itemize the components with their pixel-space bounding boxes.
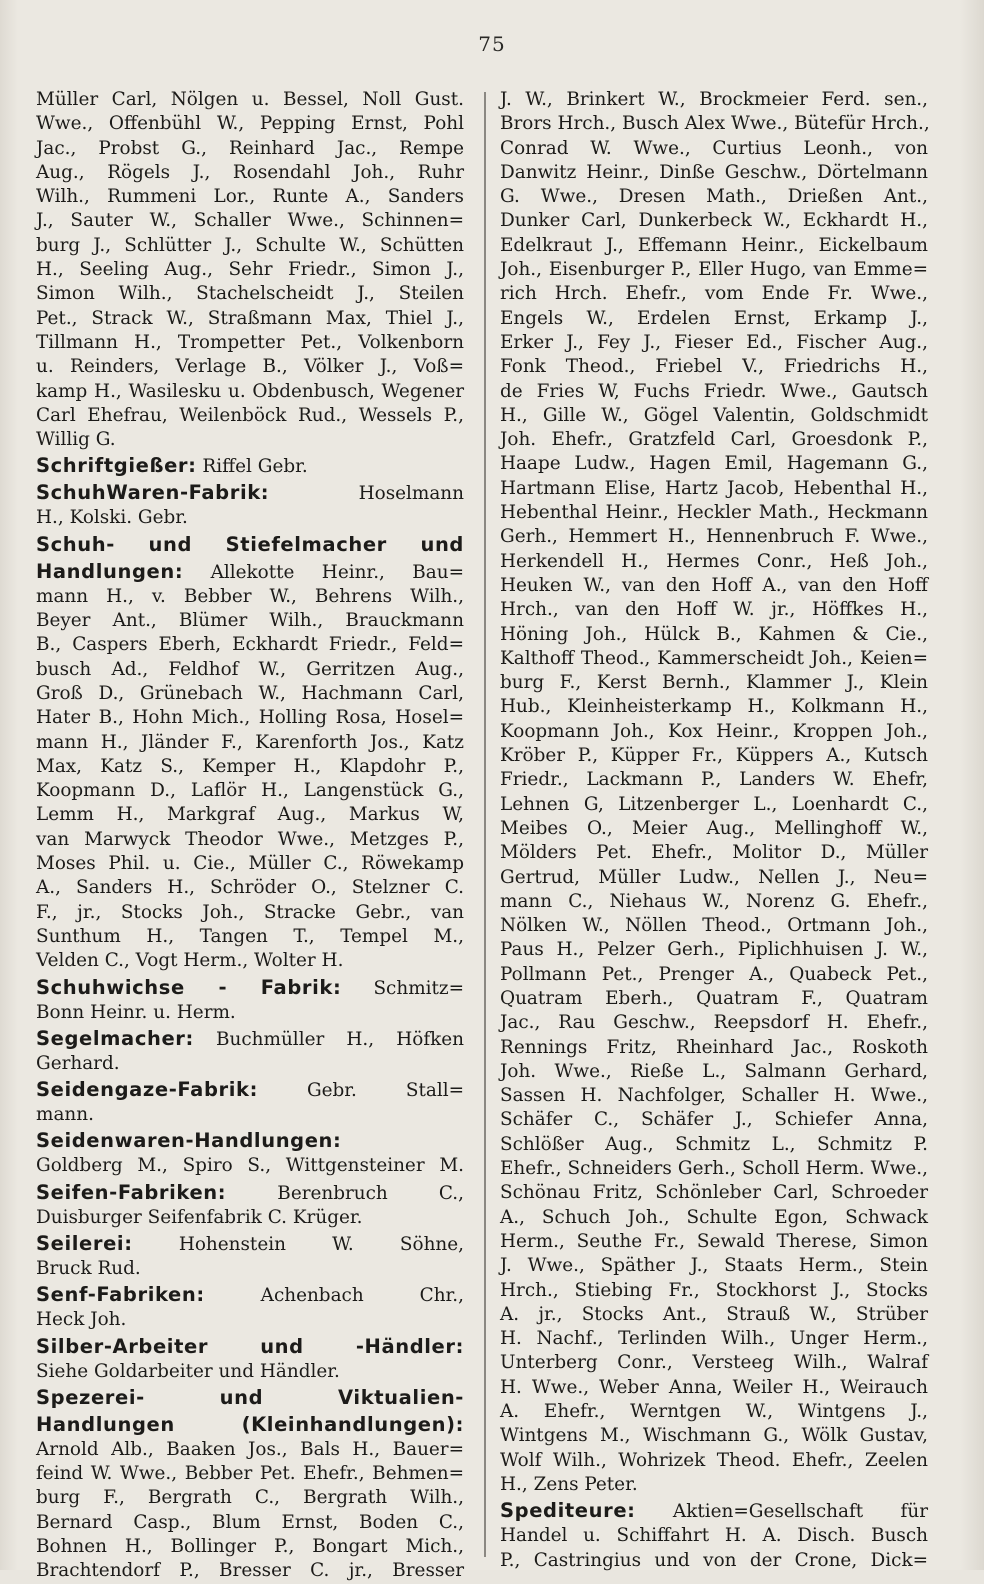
entry-line	[36, 380, 464, 404]
entry-text: Joh. Wwe., Rieße L., Salmann Gerhard,	[500, 1060, 928, 1082]
category-heading-line	[36, 1076, 464, 1103]
entry-text: Goldberg M., Spiro S., Wittgensteiner M.	[36, 1155, 464, 1177]
entry-line	[36, 803, 464, 827]
entry-text: Bonn Heinr. u. Herm.	[36, 1001, 236, 1023]
entry-line	[500, 1473, 928, 1497]
entry-text: A. Ehefr., Werntgen W., Wintgens J.,	[500, 1401, 928, 1423]
entry-line	[500, 1036, 928, 1060]
category-heading: Schuh- und Stiefelmacher und	[36, 532, 464, 556]
entry-line	[500, 1108, 928, 1132]
entry-text: A., Schuch Joh., Schulte Egon, Schwack	[500, 1206, 928, 1228]
entry-text: Jac., Probst G., Reinhard Jac., Rempe	[36, 137, 464, 159]
entry-line	[500, 914, 928, 938]
category-heading-line	[36, 974, 464, 1001]
entry-line	[500, 525, 928, 549]
entry-line	[500, 1084, 928, 1108]
category-heading: Segelmacher:	[36, 1026, 194, 1050]
category-heading-line	[36, 558, 464, 585]
entry-text: A., Sanders H., Schröder O., Stelzner C.	[36, 877, 464, 899]
entry-line	[500, 1181, 928, 1205]
category-heading: Spezerei- und Viktualien-	[36, 1385, 464, 1409]
entry-line	[500, 1230, 928, 1254]
entry-line	[500, 987, 928, 1011]
entry-text: mann C., Niehaus W., Norenz G. Ehefr.,	[500, 890, 928, 912]
entry-line	[500, 1424, 928, 1448]
entry-text: Herkendell H., Hermes Conr., Heß Joh.,	[500, 550, 928, 572]
entry-text: Engels W., Erdelen Ernst, Erkamp J.,	[500, 307, 928, 329]
entry-line	[36, 682, 464, 706]
entry-line	[36, 949, 464, 973]
entry-line	[36, 1308, 464, 1332]
entry-line	[36, 901, 464, 925]
entry-line	[500, 550, 928, 574]
entry-line	[500, 1279, 928, 1303]
entry-line	[500, 866, 928, 890]
entry-line	[500, 671, 928, 695]
entry-text: Sunthum H., Tangen T., Tempel M.,	[36, 925, 464, 947]
entry-text: Brors Hrch., Busch Alex Wwe., Bütefür Hrch.,	[500, 113, 930, 135]
entry-text: Heck Joh.	[36, 1309, 127, 1331]
entry-line	[500, 1157, 928, 1181]
entry-line	[36, 1486, 464, 1510]
entry-line	[500, 380, 928, 404]
entry-text: Siehe Goldarbeiter und Händler.	[36, 1360, 340, 1382]
entry-line	[36, 633, 464, 657]
entry-text: burg F., Kerst Bernh., Klammer J., Klein	[500, 672, 928, 694]
entry-text: Achenbach Chr.,	[204, 1285, 464, 1307]
entry-line	[500, 307, 928, 331]
entry-text: Wwe., Offenbühl W., Pepping Ernst, Pohl	[36, 113, 464, 135]
entry-line	[36, 234, 464, 258]
entry-line	[36, 112, 464, 136]
entry-line	[500, 209, 928, 233]
entry-line	[36, 755, 464, 779]
entry-line	[36, 331, 464, 355]
entry-line	[500, 404, 928, 428]
category-heading: Schriftgießer:	[36, 454, 197, 478]
entry-line	[500, 1449, 928, 1473]
entry-text: Friedr., Lackmann P., Landers W. Ehefr,	[500, 769, 928, 791]
category-heading: Handlungen:	[36, 559, 184, 583]
entry-line	[36, 88, 464, 112]
category-heading: Seifen-Fabriken:	[36, 1180, 227, 1204]
entry-line	[36, 137, 464, 161]
entry-text: Max, Katz S., Kemper H., Klapdohr P.,	[36, 755, 464, 777]
entry-text: Kröber P., Küpper Fr., Küppers A., Kutsch	[500, 745, 928, 767]
entry-text: Gebr. Stall=	[257, 1080, 464, 1102]
entry-line	[500, 331, 928, 355]
entry-line	[500, 1060, 928, 1084]
page-number: 75	[478, 32, 506, 56]
entry-text: kamp H., Wasilesku u. Obdenbusch, Wegener	[36, 380, 464, 402]
entry-text: Lehnen G, Litzenberger L., Loenhardt C.,	[500, 793, 928, 815]
entry-text: Hoselmann	[269, 483, 464, 505]
category-heading-line	[36, 1179, 464, 1206]
entry-line	[500, 1400, 928, 1424]
category-heading-line	[36, 1333, 464, 1360]
category-heading: Seidengaze-Fabrik:	[36, 1078, 258, 1102]
entry-text: Schönau Fritz, Schönleber Carl, Schroeder	[500, 1182, 928, 1204]
entry-line	[36, 1154, 464, 1178]
entry-text: Müller Carl, Nölgen u. Bessel, Noll Gust.	[36, 89, 464, 110]
entry-text: Beyer Ant., Blümer Wilh., Brauckmann	[36, 610, 464, 632]
entry-text: Ehefr., Schneiders Gerh., Scholl Herm. Wwe.,	[500, 1158, 928, 1180]
entry-line	[500, 1327, 928, 1351]
entry-line	[36, 1257, 464, 1281]
entry-line	[500, 1549, 928, 1573]
entry-text: Quatram Eberh., Quatram F., Quatram	[500, 987, 928, 1009]
entry-line	[500, 720, 928, 744]
category-heading: Seidenwaren-Handlungen:	[36, 1129, 342, 1153]
entry-text: Wilh., Rummeni Lor., Runte A., Sanders	[36, 186, 464, 208]
entry-text: Schäfer C., Schäfer J., Schiefer Anna,	[500, 1109, 928, 1131]
entry-text: Gertrud, Müller Ludw., Nellen J., Neu=	[500, 866, 928, 888]
entry-line	[500, 890, 928, 914]
entry-text: Aug., Rögels J., Rosendahl Joh., Ruhr	[36, 161, 464, 183]
entry-line	[500, 647, 928, 671]
entry-text: Haape Ludw., Hagen Emil, Hagemann G.,	[500, 453, 928, 475]
entry-line	[500, 841, 928, 865]
entry-line	[36, 307, 464, 331]
entry-text: Conrad W. Wwe., Curtius Leonh., von	[500, 137, 928, 159]
category-heading: Senf-Fabriken:	[36, 1283, 205, 1307]
entry-text: Hohenstein W. Söhne,	[132, 1233, 464, 1255]
entry-line	[500, 695, 928, 719]
entry-text: Hebenthal Heinr., Heckler Math., Heckmann	[500, 502, 928, 524]
entry-text: Sassen H. Nachfolger, Schaller H. Wwe.,	[500, 1085, 928, 1107]
entry-text: rich Hrch. Ehefr., vom Ende Fr. Wwe.,	[500, 283, 928, 305]
entry-line	[500, 452, 928, 476]
entry-line	[500, 355, 928, 379]
category-heading-line	[500, 1497, 928, 1524]
entry-text: Jac., Rau Geschw., Reepsdorf H. Ehefr.,	[500, 1012, 928, 1034]
entry-line	[500, 623, 928, 647]
entry-line	[36, 1535, 464, 1559]
entry-line	[36, 258, 464, 282]
entry-line	[500, 598, 928, 622]
entry-text: Joh., Eisenburger P., Eller Hugo, van Emme=	[500, 259, 928, 281]
entry-line	[500, 1351, 928, 1375]
entry-line	[36, 828, 464, 852]
entry-line	[500, 1206, 928, 1230]
entry-text: busch Ad., Feldhof W., Gerritzen Aug.,	[36, 658, 464, 680]
entry-line	[500, 185, 928, 209]
entry-line	[500, 817, 928, 841]
entry-text: Hub., Kleinheisterkamp H., Kolkmann H.,	[500, 696, 928, 718]
entry-line	[500, 234, 928, 258]
entry-text: J. Wwe., Späther J., Staats Herm., Stein	[500, 1255, 928, 1277]
entry-text: Arnold Alb., Baaken Jos., Bals H., Bauer=	[36, 1438, 464, 1460]
category-heading: Schuhwichse - Fabrik:	[36, 975, 342, 999]
entry-line	[500, 282, 928, 306]
entry-text: mann H., v. Bebber W., Behrens Wilh.,	[36, 585, 464, 607]
category-heading: Spediteure:	[500, 1499, 636, 1523]
category-heading-line	[36, 1411, 464, 1438]
entry-text: Fonk Theod., Friebel V., Friedrichs H.,	[500, 356, 928, 378]
entry-text: G. Wwe., Dresen Math., Drießen Ant.,	[500, 186, 928, 208]
entry-line	[36, 609, 464, 633]
entry-line	[500, 963, 928, 987]
entry-text: Willig G.	[36, 429, 116, 451]
entry-line	[36, 779, 464, 803]
entry-text: Unterberg Conr., Versteeg Wilh., Walraf	[500, 1352, 928, 1374]
entry-text: F., jr., Stocks Joh., Stracke Gebr., van	[36, 901, 464, 923]
entry-text: B., Caspers Eberh, Eckhardt Friedr., Feld=	[36, 634, 464, 656]
entry-line	[500, 88, 928, 112]
entry-text: Meibes O., Meier Aug., Mellinghoff W.,	[500, 817, 928, 839]
entry-text: de Fries W, Fuchs Friedr. Wwe., Gautsch	[500, 380, 928, 402]
entry-text: van Marwyck Theodor Wwe., Metzges P.,	[36, 828, 464, 850]
category-heading-line	[36, 1281, 464, 1308]
entry-text: J., Sauter W., Schaller Wwe., Schinnen=	[36, 210, 464, 232]
entry-text: Mölders Pet. Ehefr., Molitor D., Müller	[500, 842, 928, 864]
entry-line	[36, 925, 464, 949]
entry-line	[36, 428, 464, 452]
entry-line	[36, 585, 464, 609]
category-heading: Silber-Arbeiter und -Händler:	[36, 1334, 464, 1358]
entry-text: Paus H., Pelzer Gerh., Piplichhuisen J. W.,	[500, 939, 928, 961]
entry-line	[500, 744, 928, 768]
entry-text: H., Seeling Aug., Sehr Friedr., Simon J.,	[36, 259, 464, 281]
entry-text: u. Reinders, Verlage B., Völker J., Voß=	[36, 356, 464, 378]
entry-text: Allekotte Heinr., Bau=	[183, 561, 464, 583]
category-heading-line	[36, 1025, 464, 1052]
entry-line	[36, 1462, 464, 1486]
entry-text: Velden C., Vogt Herm., Wolter H.	[36, 950, 344, 972]
entry-line	[36, 1052, 464, 1076]
entry-text: Hater B., Hohn Mich., Holling Rosa, Hosel=	[36, 707, 464, 729]
entry-line	[36, 1511, 464, 1535]
category-heading-line	[36, 1127, 464, 1154]
entry-text: Groß D., Grünebach W., Hachmann Carl,	[36, 682, 464, 704]
entry-line	[500, 258, 928, 282]
entry-line	[500, 161, 928, 185]
entry-line	[500, 112, 928, 136]
entry-line	[500, 1524, 928, 1548]
entry-line	[500, 137, 928, 161]
entry-text: Bernard Casp., Blum Ernst, Boden C.,	[36, 1511, 464, 1533]
entry-line	[36, 355, 464, 379]
entry-text: Herm., Seuthe Fr., Sewald Therese, Simon	[500, 1230, 928, 1252]
entry-line	[36, 161, 464, 185]
entry-line	[36, 852, 464, 876]
entry-text: Edelkraut J., Effemann Heinr., Eickelbaum	[500, 234, 928, 256]
entry-text: Hartmann Elise, Hartz Jacob, Hebenthal H.,	[500, 477, 928, 499]
entry-text: H., Zens Peter.	[500, 1473, 638, 1495]
entry-text: Kalthoff Theod., Kammerscheidt Joh., Keien=	[500, 647, 928, 669]
entry-line	[500, 1133, 928, 1157]
entry-text: Aktien=Gesellschaft für	[635, 1501, 928, 1523]
entry-text: Tillmann H., Trompetter Pet., Volkenborn	[36, 331, 464, 353]
entry-line	[36, 876, 464, 900]
entry-line	[36, 1001, 464, 1025]
entry-line	[36, 731, 464, 755]
entry-line	[500, 1303, 928, 1327]
entry-text: Handel u. Schiffahrt H. A. Disch. Busch	[500, 1525, 928, 1547]
entry-text: P., Castringius und von der Crone, Dick=	[500, 1549, 928, 1571]
entry-text: Bruck Rud.	[36, 1257, 141, 1279]
category-heading-line	[36, 531, 464, 558]
entry-text: Carl Ehefrau, Weilenböck Rud., Wessels P.,	[36, 404, 464, 426]
entry-text: Pet., Strack W., Straßmann Max, Thiel J.,	[36, 307, 464, 329]
entry-text: H., Gille W., Gögel Valentin, Goldschmidt	[500, 404, 928, 426]
entry-text: burg J., Schlütter J., Schulte W., Schütten	[36, 234, 464, 256]
entry-text: Wintgens M., Wischmann G., Wölk Gustav,	[500, 1425, 928, 1447]
entry-text: Pollmann Pet., Prenger A., Quabeck Pet.,	[500, 963, 928, 985]
entry-line	[36, 658, 464, 682]
entry-text: Dunker Carl, Dunkerbeck W., Eckhardt H.,	[500, 210, 928, 232]
entry-text: Schlößer Aug., Schmitz L., Schmitz P.	[500, 1133, 928, 1155]
entry-text: burg F., Bergrath C., Bergrath Wilh.,	[36, 1487, 464, 1509]
entry-text: Gerh., Hemmert H., Hennenbruch F. Wwe.,	[500, 526, 928, 548]
category-heading-line	[36, 1384, 464, 1411]
entry-line	[36, 1103, 464, 1127]
entry-text: Höning Joh., Hülck B., Kahmen & Cie.,	[500, 623, 928, 645]
entry-text: Lemm H., Markgraf Aug., Markus W,	[36, 804, 464, 826]
entry-text: Riffel Gebr.	[196, 456, 308, 478]
entry-line	[36, 1360, 464, 1384]
entry-text: Koopmann D., Laflör H., Langenstück G.,	[36, 780, 464, 802]
entry-text: H. Wwe., Weber Anna, Weiler H., Weirauch	[500, 1376, 928, 1398]
column-divider	[484, 92, 486, 1557]
entry-line	[36, 282, 464, 306]
right-column	[500, 88, 928, 1573]
entry-line	[36, 404, 464, 428]
entry-text: Brachtendorf P., Bresser C. jr., Bresser	[36, 1560, 464, 1582]
entry-line	[36, 1206, 464, 1230]
entry-text: Danwitz Heinr., Dinße Geschw., Dörtelmann	[500, 161, 928, 183]
entry-line	[36, 1559, 464, 1583]
category-heading: Seilerei:	[36, 1231, 133, 1255]
entry-text: Wolf Wilh., Wohrizek Theod. Ehefr., Zeelen	[500, 1449, 928, 1471]
entry-text: H. Nachf., Terlinden Wilh., Unger Herm.,	[500, 1328, 928, 1350]
entry-line	[500, 501, 928, 525]
left-column	[36, 88, 464, 1584]
entry-line	[500, 428, 928, 452]
entry-text: Joh. Ehefr., Gratzfeld Carl, Groesdonk P.,	[500, 429, 928, 451]
entry-line	[36, 1438, 464, 1462]
entry-text: Hrch., van den Hoff W. jr., Höffkes H.,	[500, 599, 928, 621]
entry-text: A. jr., Stocks Ant., Strauß W., Strüber	[500, 1303, 928, 1325]
entry-text: J. W., Brinkert W., Brockmeier Ferd. sen.,	[500, 89, 928, 110]
entry-text: mann H., Jländer F., Karenforth Jos., Katz	[36, 731, 464, 753]
category-heading: SchuhWaren-Fabrik:	[36, 481, 270, 505]
entry-text: Nölken W., Nöllen Theod., Ortmann Joh.,	[500, 915, 928, 937]
entry-text: Schmitz=	[341, 977, 465, 999]
category-heading: Handlungen (Kleinhandlungen):	[36, 1412, 464, 1436]
entry-line	[500, 793, 928, 817]
entry-text: Heuken W., van den Hoff A., van den Hoff	[500, 574, 928, 596]
entry-text: mann.	[36, 1104, 94, 1126]
entry-text: Moses Phil. u. Cie., Müller C., Röwekamp	[36, 853, 464, 875]
entry-line	[36, 209, 464, 233]
category-heading-line	[36, 479, 464, 506]
entry-text: Rennings Fritz, Rheinhard Jac., Roskoth	[500, 1036, 928, 1058]
entry-line	[36, 506, 464, 530]
entry-text: Hrch., Stiebing Fr., Stockhorst J., Stocks	[500, 1279, 928, 1301]
entry-line	[36, 185, 464, 209]
entry-line	[36, 706, 464, 730]
entry-text: feind W. Wwe., Bebber Pet. Ehefr., Behmen=	[36, 1463, 464, 1485]
entry-line	[500, 1011, 928, 1035]
entry-line	[500, 768, 928, 792]
entry-line	[500, 938, 928, 962]
entry-text: Erker J., Fey J., Fieser Ed., Fischer Aug.,	[500, 331, 928, 353]
entry-line	[500, 1376, 928, 1400]
entry-text: Buchmüller H., Höfken	[193, 1028, 464, 1050]
entry-text: Duisburger Seifenfabrik C. Krüger.	[36, 1206, 363, 1228]
category-heading-line	[36, 452, 464, 479]
entry-text: Gerhard.	[36, 1052, 120, 1074]
entry-line	[500, 574, 928, 598]
entry-text: H., Kolski. Gebr.	[36, 507, 188, 529]
category-heading-line	[36, 1230, 464, 1257]
entry-text: Berenbruch C.,	[226, 1182, 464, 1204]
entry-text: Bohnen H., Bollinger P., Bongart Mich.,	[36, 1536, 464, 1558]
entry-text: Koopmann Joh., Kox Heinr., Kroppen Joh.,	[500, 720, 928, 742]
entry-line	[500, 477, 928, 501]
entry-text: Simon Wilh., Stachelscheidt J., Steilen	[36, 283, 464, 305]
entry-line	[500, 1254, 928, 1278]
